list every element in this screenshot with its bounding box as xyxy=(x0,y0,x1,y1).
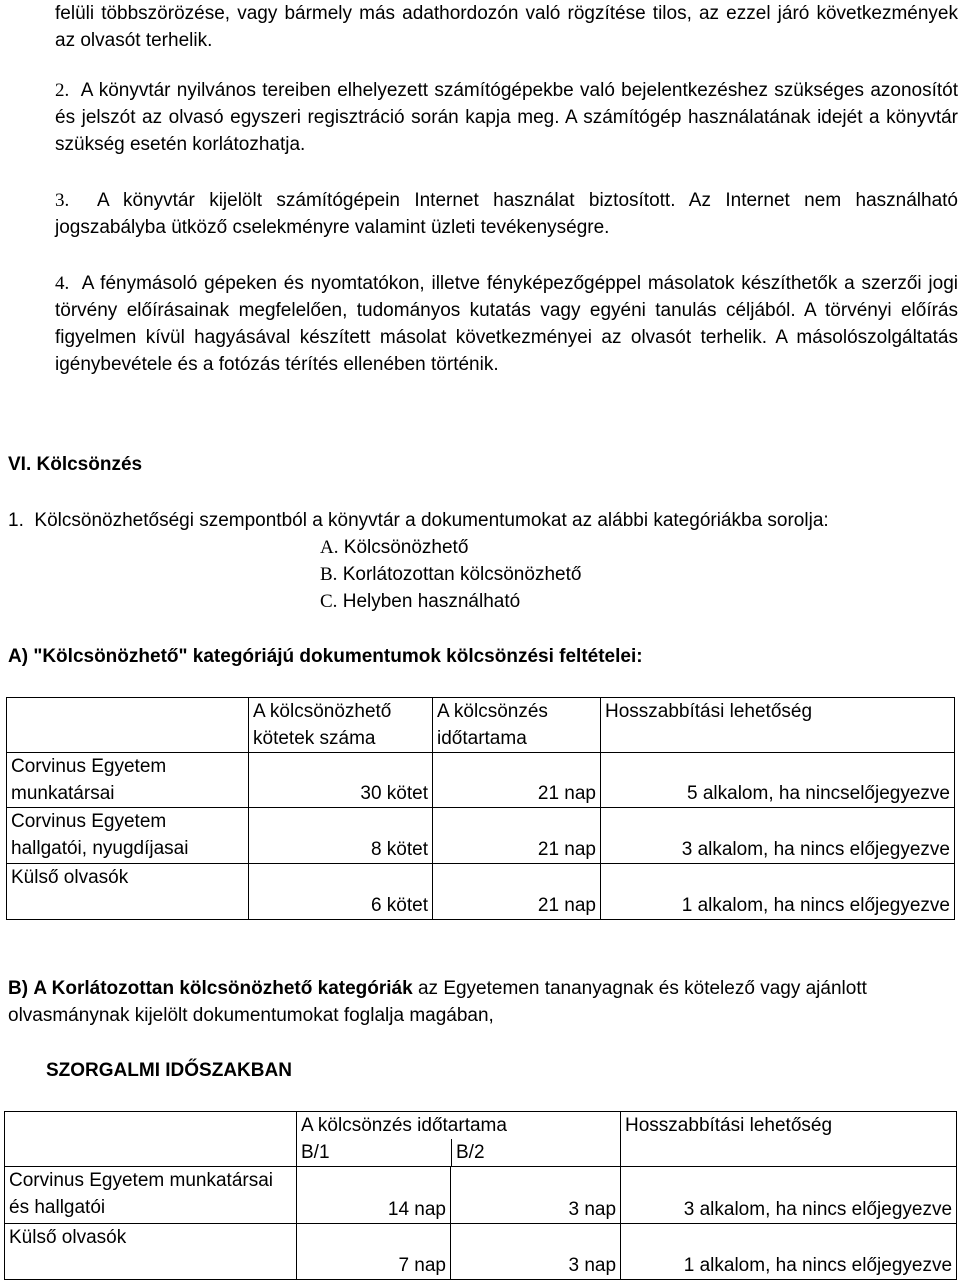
category-c xyxy=(320,588,520,615)
extension-option: 1 alkalom, ha nincs előjegyezve xyxy=(621,1224,957,1280)
loan-duration: 21 nap xyxy=(433,864,601,920)
volume-count: 8 kötet xyxy=(249,808,433,864)
item-text: A fénymásoló gépeken és nyomtatókon, illetve fényképezőgéppel másolatok készíthetők a szerzői jogi törvény előírásainak megfelelően, tudományos kutatás vagy egyéni tanulás céljából. A törvényi előírás figyelmen kívül hagyásával készített másolat következményei az olvasót terhelik. A másolószolgáltatás igénybevétele és a fotózás térítés ellenében történik. xyxy=(55,273,958,375)
duration-subheaders xyxy=(297,1139,620,1166)
item-number: 4. xyxy=(55,273,70,294)
category-letter: B. xyxy=(320,564,338,585)
table-row xyxy=(7,864,955,920)
category-letter: A. xyxy=(320,537,339,558)
section-b-text: az Egyetemen tananyagnak és kötelező vagy ajánlott olvasmánynak kijelölt dokumentumokat foglalja magában, xyxy=(8,978,867,1026)
b2-duration: 3 nap xyxy=(451,1224,621,1280)
extension-option: 3 alkalom, ha nincs előjegyezve xyxy=(621,1167,957,1224)
extension-option: 1 alkalom, ha nincs előjegyezve xyxy=(601,864,955,920)
section-title: VI. Kölcsönzés xyxy=(8,454,143,475)
reader-group: Corvinus Egyetem munkatársai és hallgatói xyxy=(5,1167,297,1224)
table-row xyxy=(5,1167,957,1224)
duration-header: A kölcsönzés időtartama xyxy=(301,1115,507,1136)
extension-option: 5 alkalom, ha nincselőjegyezve xyxy=(601,753,955,808)
table-header-row xyxy=(7,698,955,753)
restricted-lending-table xyxy=(4,1111,957,1280)
reader-group: Külső olvasók xyxy=(7,864,249,920)
table-header-cell: A kölcsönözhető kötetek száma xyxy=(249,698,433,753)
table-row xyxy=(7,808,955,864)
section-b-prefix: B) xyxy=(8,978,29,999)
table-row xyxy=(5,1224,957,1280)
reader-group: Corvinus Egyetem munkatársai xyxy=(7,753,249,808)
category-label: Korlátozottan kölcsönözhető xyxy=(342,564,582,585)
extension-option: 3 alkalom, ha nincs előjegyezve xyxy=(601,808,955,864)
category-letter: C. xyxy=(320,591,338,612)
lendable-conditions-table xyxy=(6,697,955,920)
extension-header: Hosszabbítási lehetőség xyxy=(621,1112,957,1167)
b2-duration: 3 nap xyxy=(451,1167,621,1224)
item-text: A könyvtár kijelölt számítógépein Internet használat biztosított. Az Internet nem használható jogszabályba ütköző cselekményre valamint üzleti tevékenységre. xyxy=(55,190,959,238)
table-header-row xyxy=(5,1112,957,1167)
loan-duration: 21 nap xyxy=(433,808,601,864)
b1-duration: 7 nap xyxy=(297,1224,451,1280)
subheader-b2: B/2 xyxy=(456,1142,485,1163)
table-header-cell xyxy=(5,1112,297,1167)
section-a-title: A) "Kölcsönözhető" kategóriájú dokumentumok kölcsönzési feltételei: xyxy=(8,646,643,667)
rule-item-4 xyxy=(55,270,958,378)
table-row xyxy=(7,753,955,808)
section-b-bold: A Korlátozottan kölcsönözhető kategóriák xyxy=(33,978,413,999)
period-title: SZORGALMI IDŐSZAKBAN xyxy=(46,1060,292,1081)
intro-continuation: felüli többszörözése, vagy bármely más adathordozón való rögzítése tilos, az ezzel járó következmények az olvasót terhelik. xyxy=(55,3,958,51)
volume-count: 30 kötet xyxy=(249,753,433,808)
subheader-b1: B/1 xyxy=(297,1139,452,1166)
section-b-paragraph xyxy=(8,975,908,1029)
category-label: Kölcsönözhető xyxy=(343,537,469,558)
table-header-cell: Hosszabbítási lehetőség xyxy=(601,698,955,753)
table-header-cell xyxy=(7,698,249,753)
duration-header-cell xyxy=(297,1112,621,1167)
b1-duration: 14 nap xyxy=(297,1167,451,1224)
category-b xyxy=(320,561,581,588)
reader-group: Külső olvasók xyxy=(5,1224,297,1280)
lending-intro xyxy=(8,507,829,534)
item-text: A könyvtár nyilvános tereiben elhelyezett számítógépekbe való bejelentkezéshez szükséges azonosítót és jelszót az olvasó egyszeri regisztráció során kapja meg. A számítógép használatának idejét a könyvtár szükség esetén korlátozhatja. xyxy=(55,80,959,155)
category-label: Helyben használható xyxy=(342,591,521,612)
item-number: 3. xyxy=(55,190,70,211)
lending-number: 1. xyxy=(8,510,24,531)
rule-item-3 xyxy=(55,187,958,241)
category-a xyxy=(320,534,468,561)
volume-count: 6 kötet xyxy=(249,864,433,920)
rule-item-2 xyxy=(55,77,958,158)
table-header-cell: A kölcsönzés időtartama xyxy=(433,698,601,753)
item-number: 2. xyxy=(55,80,70,101)
lending-text: Kölcsönözhetőségi szempontból a könyvtár a dokumentumokat az alábbi kategóriákba sorolja: xyxy=(34,510,829,531)
loan-duration: 21 nap xyxy=(433,753,601,808)
reader-group: Corvinus Egyetem hallgatói, nyugdíjasai xyxy=(7,808,249,864)
